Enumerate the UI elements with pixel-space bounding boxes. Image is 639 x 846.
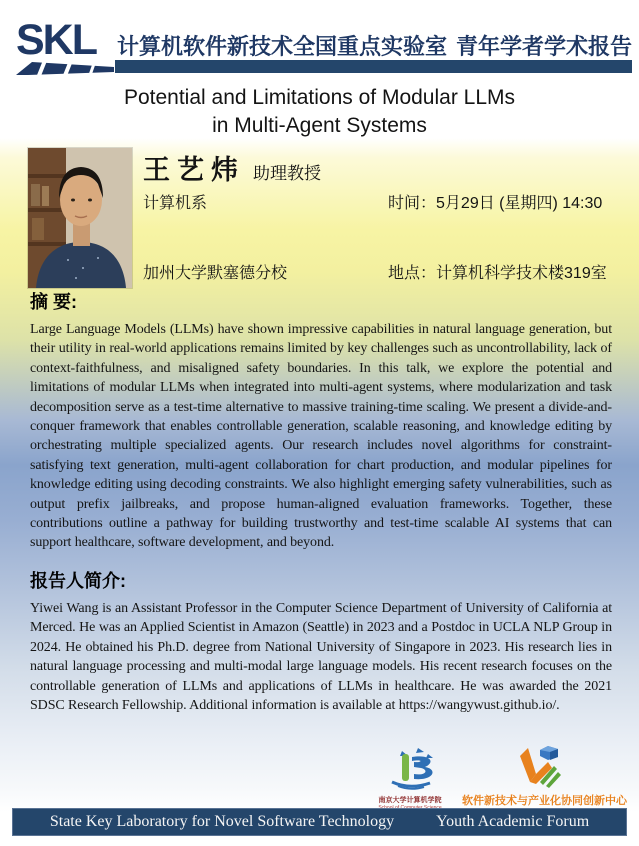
footer-event-text: Youth Academic Forum xyxy=(436,813,590,830)
event-name-cn: 青年学者学术报告 xyxy=(455,34,632,59)
speaker-photo xyxy=(28,148,132,288)
location-label: 地点： xyxy=(388,265,437,282)
speaker-department: 计算机系 xyxy=(143,195,208,212)
footer-lab-text: State Key Laboratory for Novel Software Technology xyxy=(49,813,395,830)
skl-logo xyxy=(16,16,116,64)
time-value: 5月29日 (星期四) 14:30 xyxy=(436,195,603,212)
location-row xyxy=(388,260,607,283)
nju-cs-logo-icon xyxy=(372,748,448,790)
bio-body: Yiwei Wang is an Assistant Professor in the Computer Science Department of University of California at Merced. He was an Applied Scientist in Amazon (Seattle) in 2023 and a Postdoc in UCLA NLP Group in 2024. He obtained his Ph.D. degree from National University of Singapore in 2023. His research lies in natural language processing and multi-modal large language models. His recent research focuses on the controllable generation of LLMs and applications of LLMs in healthcare. He was awarded the 2021 SDSC Research Fellowship. Additional information is available at https://wangywust.github.io/. xyxy=(30,600,612,713)
location-value: 计算机科学技术楼319室 xyxy=(436,265,607,282)
abstract-body: Large Language Models (LLMs) have shown impressive capabilities in natural language generation, but their utility in real-world applications remains limited by key challenges such as uncontrollability, lack of context-faithfulness, and misaligned safety boundaries. In this talk, we explore the potential and limitations of modular LLMs when integrated into multi-agent systems, where modularization and task decomposition serve as a test-time alternative to massive training-time scaling. We present a divide-and-conquer framework that enables controllable generation, scalable reasoning, and knowledge editing by orchestrating multiple specialized agents. Our research includes novel algorithms for constraint-satisfying text generation, multi-agent collaboration for chart production, and modular pipelines for knowledge editing using decoding constraints. We also highlight emerging safety vulnerabilities, such as output prefix jailbreaks, and propose human-aligned evaluation frameworks. Together, these contributions outline a pathway for building trustworthy and test-time scalable AI systems that can support healthcare, software development, and beyond. xyxy=(30,322,612,551)
lab-name-cn: 计算机软件新技术全国重点实验室 xyxy=(117,34,448,59)
nju-cs-caption-cn: 南京大学计算机学院 xyxy=(378,797,442,804)
innovation-center-logo-block xyxy=(462,744,627,814)
speaker-job-title: 助理教授 xyxy=(253,164,321,183)
footer-bar xyxy=(12,808,627,836)
skl-logo-text: SKL xyxy=(16,16,96,64)
talk-title-line2: in Multi-Agent Systems xyxy=(212,114,427,137)
innovation-center-logo-icon xyxy=(512,744,564,788)
header-titles xyxy=(117,30,632,61)
bio-heading: 报告人简介: xyxy=(30,570,126,591)
speaker-affiliation: 加州大学默塞德分校 xyxy=(143,265,288,282)
nju-cs-logo-block xyxy=(366,748,454,811)
content-column xyxy=(30,288,612,715)
time-label: 时间： xyxy=(388,195,437,212)
header-rule-bar xyxy=(115,60,632,73)
speaker-name: 王艺炜 xyxy=(143,155,245,186)
time-row xyxy=(388,190,602,213)
talk-title xyxy=(0,84,639,140)
talk-title-line1: Potential and Limitations of Modular LLMs xyxy=(123,86,516,109)
speaker-name-row xyxy=(143,148,321,187)
abstract-heading: 摘 要: xyxy=(30,292,77,312)
innovation-caption-cn: 软件新技术与产业化协同创新中心 xyxy=(462,795,627,807)
skl-swoosh-icon xyxy=(16,60,116,76)
